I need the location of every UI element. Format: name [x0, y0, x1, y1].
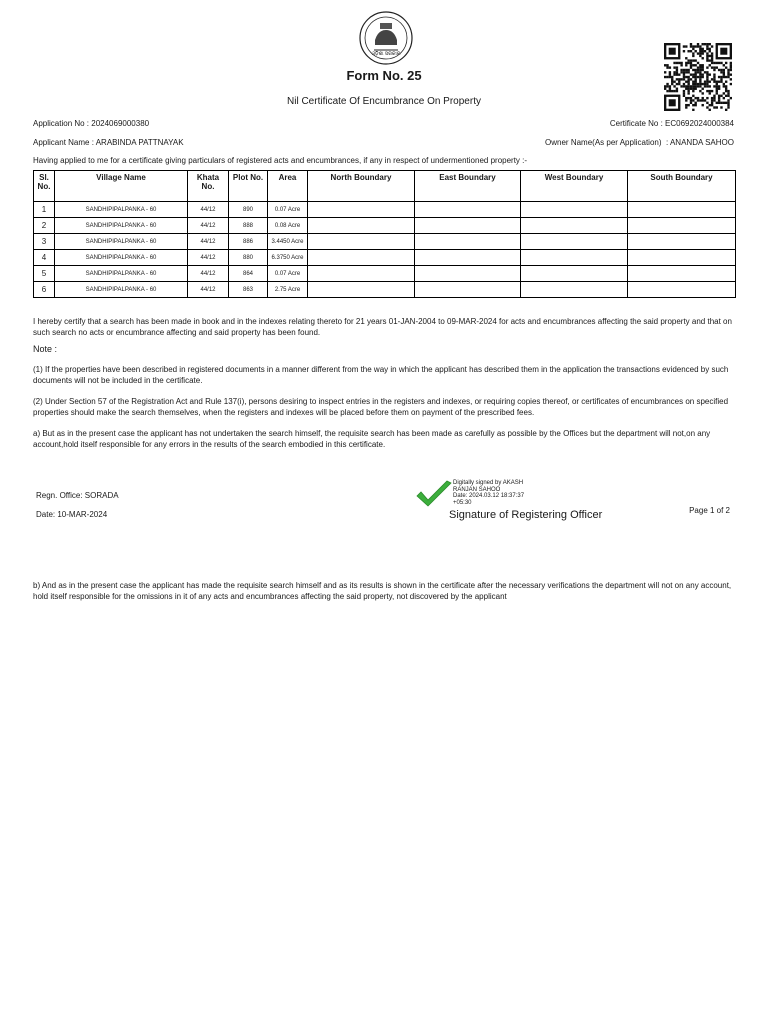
certification-text: I hereby certify that a search has been made in book and in the indexes relating thereto for 21 years 01-JAN-2004 to 09-MAR-2024 for acts and encumbrances affecting the said property and that on such search no acts or encumbrance affecting and said property has been found.	[33, 317, 732, 337]
qr-code	[664, 43, 732, 111]
cell-sl: 5	[34, 266, 55, 282]
cell-sl: 3	[34, 234, 55, 250]
cell-west	[521, 250, 628, 266]
table-header-row	[34, 171, 736, 202]
cell-village: SANDHIPIPALPANKA - 60	[55, 250, 188, 266]
cell-north	[308, 282, 415, 298]
certificate-title: Nil Certificate Of Encumbrance On Property	[287, 96, 481, 107]
cell-area: 6.3750 Acre	[268, 250, 308, 266]
cell-area: 0.07 Acre	[268, 266, 308, 282]
cell-east	[415, 266, 521, 282]
state-emblem-seal	[358, 10, 414, 66]
cell-east	[415, 250, 521, 266]
cell-north	[308, 250, 415, 266]
note-a: a) But as in the present case the applicant has not undertaken the search himself, the requisite search has been made as carefully as possible by the Offices but the department will not,on any account,hold itself responsible for any errors in the results of the search embodied in this certificate.	[33, 429, 711, 449]
signature-label: Signature of Registering Officer	[449, 509, 603, 521]
digital-signature-check-icon	[414, 479, 454, 511]
cell-khata: 44/12	[188, 250, 229, 266]
cell-village: SANDHIPIPALPANKA - 60	[55, 234, 188, 250]
digital-signature-line: +05:30	[453, 499, 472, 506]
cell-east	[415, 202, 521, 218]
header-khata: Khata No.	[188, 171, 229, 202]
cell-south	[628, 282, 736, 298]
header-area: Area	[268, 171, 308, 202]
cell-west	[521, 234, 628, 250]
cell-village: SANDHIPIPALPANKA - 60	[55, 218, 188, 234]
cell-south	[628, 234, 736, 250]
header-east-boundary: East Boundary	[415, 171, 521, 202]
cell-west	[521, 266, 628, 282]
cell-plot: 880	[229, 250, 268, 266]
cell-west	[521, 218, 628, 234]
registration-office: Regn. Office: SORADA	[36, 491, 119, 500]
digital-signature-info	[453, 480, 533, 506]
table-row	[34, 202, 736, 218]
cell-area: 3.4450 Acre	[268, 234, 308, 250]
certificate-number: Certificate No : EC0692024000384	[609, 119, 734, 128]
cell-khata: 44/12	[188, 218, 229, 234]
digital-signature-line: RANJAN SAHOO	[453, 486, 501, 493]
cell-south	[628, 218, 736, 234]
issue-date: Date: 10-MAR-2024	[36, 510, 108, 519]
cell-west	[521, 282, 628, 298]
cell-north	[308, 266, 415, 282]
cell-south	[628, 202, 736, 218]
intro-text: Having applied to me for a certificate giving particulars of registered acts and encumbrances, if any in respect of undermentioned property :-	[33, 156, 528, 165]
cell-plot: 864	[229, 266, 268, 282]
cell-khata: 44/12	[188, 282, 229, 298]
header-west-boundary: West Boundary	[521, 171, 628, 202]
cell-sl: 6	[34, 282, 55, 298]
cell-village: SANDHIPIPALPANKA - 60	[55, 266, 188, 282]
table-row	[34, 218, 736, 234]
cell-village: SANDHIPIPALPANKA - 60	[55, 202, 188, 218]
cell-area: 0.08 Acre	[268, 218, 308, 234]
digital-signature-line: Date: 2024.03.12 18:37:37	[453, 493, 525, 499]
header-village: Village Name	[55, 171, 188, 202]
cell-plot: 888	[229, 218, 268, 234]
cell-khata: 44/12	[188, 266, 229, 282]
cell-area: 0.07 Acre	[268, 202, 308, 218]
applicant-name: Applicant Name : ARABINDA PATTNAYAK	[33, 138, 184, 147]
cell-north	[308, 218, 415, 234]
cell-sl: 4	[34, 250, 55, 266]
header-south-boundary: South Boundary	[628, 171, 736, 202]
cell-north	[308, 234, 415, 250]
cell-plot: 890	[229, 202, 268, 218]
note-b: b) And as in the present case the applicant has made the requisite search himself and as its results is shown in the certificate after the necessary verifications the department will not on any account, hold itself responsible for the omissions in it of any acts and encumbrances affecting the said property, not discovered by the applicant	[33, 581, 732, 601]
cell-south	[628, 266, 736, 282]
table-row	[34, 266, 736, 282]
property-table	[33, 170, 736, 298]
table-row	[34, 234, 736, 250]
table-row	[34, 282, 736, 298]
cell-khata: 44/12	[188, 202, 229, 218]
cell-north	[308, 202, 415, 218]
application-number: Application No : 2024069000380	[33, 119, 150, 128]
cell-khata: 44/12	[188, 234, 229, 250]
seal-text: ଓଡ଼ିଶା ସରକାର	[371, 51, 401, 57]
header-plot: Plot No.	[229, 171, 268, 202]
note-label: Note :	[33, 344, 58, 354]
note-1: (1) If the properties have been described in registered documents in a manner different from the way in which the applicant has described them in the application the transactions evidenced by such documents will not be included in the certificate.	[33, 365, 729, 385]
digital-signature-line: Digitally signed by AKASH	[453, 480, 524, 486]
cell-sl: 2	[34, 218, 55, 234]
cell-sl: 1	[34, 202, 55, 218]
cell-east	[415, 218, 521, 234]
table-row	[34, 250, 736, 266]
cell-east	[415, 234, 521, 250]
cell-plot: 863	[229, 282, 268, 298]
header-north-boundary: North Boundary	[308, 171, 415, 202]
cell-east	[415, 282, 521, 298]
page-number: Page 1 of 2	[689, 506, 730, 515]
owner-name: Owner Name(As per Application) : ANANDA SAHOO	[545, 138, 734, 147]
cell-plot: 886	[229, 234, 268, 250]
cell-village: SANDHIPIPALPANKA - 60	[55, 282, 188, 298]
note-2: (2) Under Section 57 of the Registration Act and Rule 137(i), persons desiring to inspect entries in the registers and indexes, or requiring copies thereof, or certificates of encumbrances on specified properties should make the search themselves, when the registers and indexes will be placed before them on payment of the prescribed fees.	[33, 397, 729, 417]
cell-west	[521, 202, 628, 218]
cell-south	[628, 250, 736, 266]
cell-area: 2.75 Acre	[268, 282, 308, 298]
header-sl: Sl. No.	[34, 171, 55, 202]
form-number: Form No. 25	[346, 68, 422, 83]
